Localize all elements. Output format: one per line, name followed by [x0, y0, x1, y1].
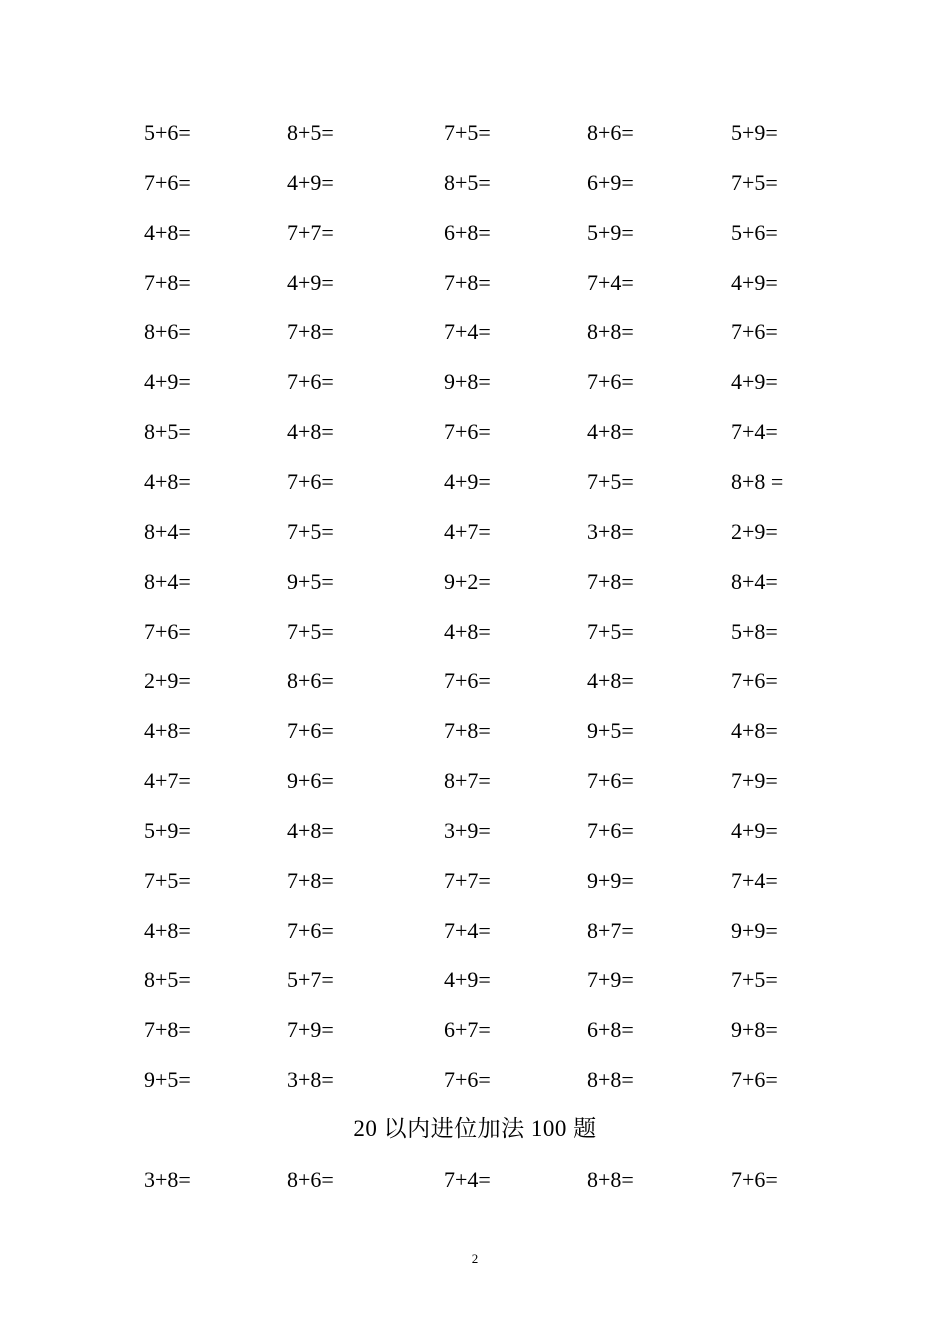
- problem-cell: 7+6=: [287, 369, 334, 395]
- problem-row: [0, 666, 950, 696]
- problem-cell: 8+6=: [287, 668, 334, 694]
- problem-cell: 4+9=: [444, 967, 491, 993]
- problem-cell: 8+4=: [731, 568, 778, 594]
- problem-row: [0, 866, 950, 896]
- problem-cell: 4+9=: [444, 468, 491, 494]
- problem-cell: 3+8=: [587, 518, 634, 544]
- problem-cell: 8+5=: [144, 419, 191, 445]
- problem-row: [0, 467, 950, 497]
- problem-cell: 6+7=: [444, 1017, 491, 1043]
- problem-cell: 7+5=: [731, 169, 778, 195]
- problem-cell: 8+5=: [444, 169, 491, 195]
- problem-cell: 3+9=: [444, 817, 491, 843]
- problem-cell: 4+9=: [731, 269, 778, 295]
- page-number: 2: [471, 1251, 479, 1266]
- problem-cell: 7+4=: [731, 419, 778, 445]
- problem-cell: 4+7=: [444, 518, 491, 544]
- problem-cell: 3+8=: [144, 1167, 191, 1192]
- problem-cell: 8+5=: [144, 967, 191, 993]
- problem-row: [0, 1065, 950, 1095]
- problem-cell: 4+8=: [144, 219, 191, 245]
- problem-cell: 7+4=: [444, 1167, 491, 1192]
- problem-cell: 5+9=: [144, 817, 191, 843]
- problem-cell: 7+6=: [444, 419, 491, 445]
- problem-cell: 6+9=: [587, 169, 634, 195]
- problem-cell: 2+9=: [731, 518, 778, 544]
- problem-cell: 7+8=: [444, 269, 491, 295]
- problem-cell: 4+7=: [144, 768, 191, 794]
- problem-cell: 8+4=: [144, 568, 191, 594]
- problem-cell: 6+8=: [587, 1017, 634, 1043]
- problem-cell: 8+6=: [287, 1167, 334, 1192]
- problem-cell: 7+5=: [287, 518, 334, 544]
- problem-cell: 7+6=: [731, 1167, 778, 1192]
- problem-cell: 4+8=: [587, 668, 634, 694]
- problem-cell: 7+7=: [287, 219, 334, 245]
- problem-cell: 7+6=: [287, 468, 334, 494]
- problem-cell: 7+4=: [444, 917, 491, 943]
- problem-cell: 7+6=: [144, 618, 191, 644]
- problem-cell: 4+8=: [287, 419, 334, 445]
- problem-row: [0, 766, 950, 796]
- problem-cell: 7+7=: [444, 867, 491, 893]
- problem-cell: 4+9=: [287, 169, 334, 195]
- problem-cell: 9+8=: [731, 1017, 778, 1043]
- problem-row: [0, 965, 950, 995]
- problem-cell: 4+8=: [444, 618, 491, 644]
- problem-cell: 8+8=: [587, 1167, 634, 1192]
- problem-cell: 4+8=: [144, 468, 191, 494]
- problem-cell: 9+2=: [444, 568, 491, 594]
- problem-cell: 7+9=: [587, 967, 634, 993]
- problem-row: [0, 816, 950, 846]
- problem-row: [0, 317, 950, 347]
- problem-cell: 9+9=: [731, 917, 778, 943]
- problem-cell: 7+8=: [444, 718, 491, 744]
- problem-cell: 4+9=: [731, 369, 778, 395]
- problem-cell: 8+7=: [444, 768, 491, 794]
- problem-cell: 8+8 =: [731, 468, 784, 494]
- problem-cell: 7+8=: [587, 568, 634, 594]
- problem-cell: 4+8=: [731, 718, 778, 744]
- problem-row: [0, 567, 950, 597]
- problem-cell: 9+5=: [287, 568, 334, 594]
- problem-cell: 8+7=: [587, 917, 634, 943]
- problem-cell: 7+6=: [731, 668, 778, 694]
- problem-cell: 3+8=: [287, 1067, 334, 1093]
- problem-cell: 7+6=: [731, 1067, 778, 1093]
- problem-cell: 8+6=: [587, 120, 634, 145]
- problem-cell: 7+6=: [587, 369, 634, 395]
- problem-row: [0, 916, 950, 946]
- problem-cell: 4+8=: [144, 718, 191, 744]
- problem-cell: 7+8=: [287, 867, 334, 893]
- problem-row: [0, 1165, 950, 1195]
- problem-cell: 5+6=: [144, 120, 191, 145]
- problem-cell: 9+8=: [444, 369, 491, 395]
- problem-cell: 7+9=: [287, 1017, 334, 1043]
- problem-cell: 4+9=: [287, 269, 334, 295]
- problem-cell: 7+8=: [144, 269, 191, 295]
- problem-row: [0, 1015, 950, 1045]
- problem-cell: 7+6=: [587, 817, 634, 843]
- problem-cell: 2+9=: [144, 668, 191, 694]
- problem-cell: 9+5=: [587, 718, 634, 744]
- problem-cell: 5+6=: [731, 219, 778, 245]
- problem-cell: 7+5=: [587, 618, 634, 644]
- problem-cell: 9+5=: [144, 1067, 191, 1093]
- problem-cell: 8+8=: [587, 1067, 634, 1093]
- problem-cell: 6+8=: [444, 219, 491, 245]
- problem-cell: 7+6=: [731, 319, 778, 345]
- problem-cell: 4+9=: [144, 369, 191, 395]
- problem-cell: 7+6=: [144, 169, 191, 195]
- problem-row: [0, 716, 950, 746]
- problem-cell: 7+5=: [144, 867, 191, 893]
- problem-cell: 7+4=: [444, 319, 491, 345]
- problem-cell: 4+8=: [587, 419, 634, 445]
- problem-row: [0, 218, 950, 248]
- problem-row: [0, 417, 950, 447]
- problem-row: [0, 168, 950, 198]
- problem-cell: 9+9=: [587, 867, 634, 893]
- problem-row: [0, 268, 950, 298]
- section-heading: 20 以内进位加法 100 题: [353, 1116, 597, 1141]
- problem-cell: 7+6=: [444, 668, 491, 694]
- problem-cell: 7+8=: [144, 1017, 191, 1043]
- problem-cell: 4+8=: [287, 817, 334, 843]
- problem-cell: 7+5=: [587, 468, 634, 494]
- problem-cell: 8+6=: [144, 319, 191, 345]
- problem-row: [0, 517, 950, 547]
- problem-cell: 7+9=: [731, 768, 778, 794]
- problem-cell: 5+7=: [287, 967, 334, 993]
- problem-cell: 5+9=: [731, 120, 778, 145]
- problem-cell: 9+6=: [287, 768, 334, 794]
- problem-cell: 5+8=: [731, 618, 778, 644]
- problem-cell: 7+6=: [587, 768, 634, 794]
- problem-cell: 7+5=: [731, 967, 778, 993]
- problem-cell: 8+4=: [144, 518, 191, 544]
- problem-cell: 7+4=: [731, 867, 778, 893]
- problem-cell: 7+6=: [287, 718, 334, 744]
- problem-cell: 8+8=: [587, 319, 634, 345]
- problem-cell: 7+5=: [444, 120, 491, 145]
- problem-cell: 7+6=: [444, 1067, 491, 1093]
- problem-cell: 8+5=: [287, 120, 334, 145]
- problem-cell: 4+8=: [144, 917, 191, 943]
- problem-cell: 7+5=: [287, 618, 334, 644]
- problem-cell: 4+9=: [731, 817, 778, 843]
- problem-cell: 7+6=: [287, 917, 334, 943]
- problem-row: [0, 367, 950, 397]
- problem-row: [0, 617, 950, 647]
- problem-row: [0, 118, 950, 148]
- problem-cell: 7+4=: [587, 269, 634, 295]
- problem-cell: 5+9=: [587, 219, 634, 245]
- problem-cell: 7+8=: [287, 319, 334, 345]
